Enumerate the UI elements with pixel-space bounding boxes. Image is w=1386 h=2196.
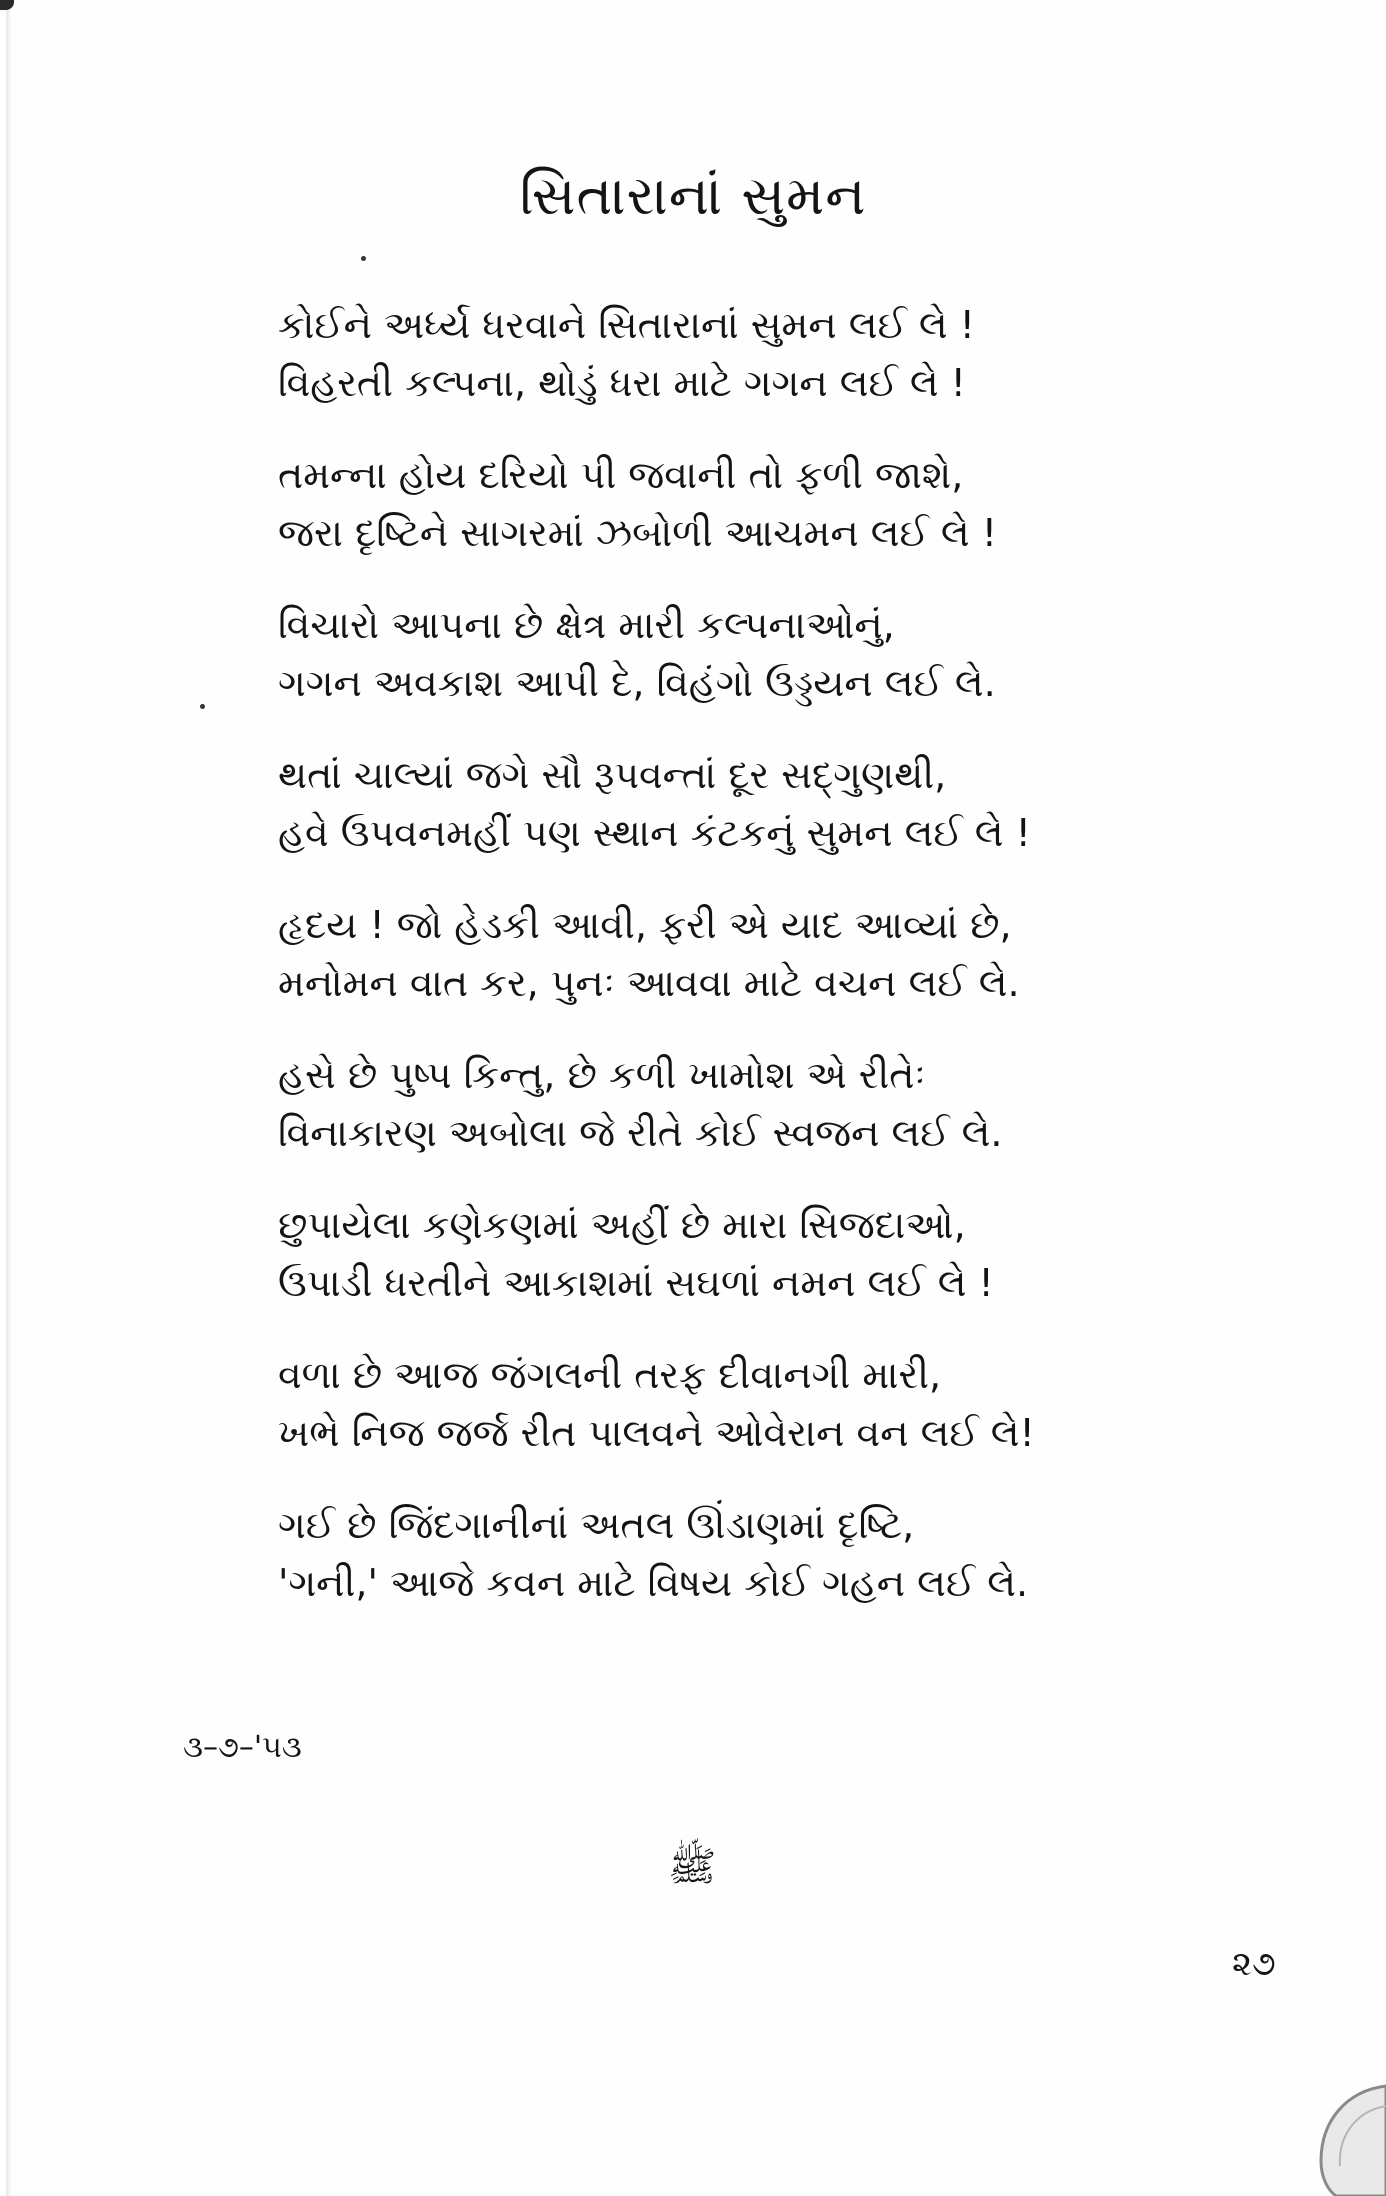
stanza bbox=[278, 1046, 1098, 1162]
stray-dot bbox=[200, 704, 205, 709]
poem-line: વિનાકારણ અબોલા જે રીતે કોઈ સ્વજન લઈ લે. bbox=[278, 1111, 1003, 1155]
poem-title: સિતારાનાં સુમન bbox=[519, 164, 867, 227]
poem-line: વિચારો આપના છે ક્ષેત્ર મારી કલ્પનાઓનું, bbox=[278, 603, 895, 647]
poem-line: મનોમન વાત કર, પુનઃ આવવા માટે વચન લઈ લે. bbox=[278, 961, 1020, 1005]
stray-dot bbox=[361, 256, 366, 261]
poem-line: હૃદય ! જો હેડકી આવી, ફરી એ યાદ આવ્યાં છે, bbox=[278, 903, 1012, 947]
poem-line: વિહરતી કલ્પના, થોડું ધરા માટે ગગન લઈ લે ! bbox=[278, 361, 966, 405]
poem-line: તમન્ના હોય દરિયો પી જવાની તો ફળી જાશે, bbox=[278, 453, 964, 497]
poem-line: ખભે નિજ જર્જ રીત પાલવને ઓવેરાન વન લઈ લે! bbox=[278, 1411, 1035, 1455]
ornament-glyph: ﷺ bbox=[668, 1844, 717, 1890]
stanza bbox=[278, 446, 1098, 562]
poem-line: હસે છે પુષ્પ કિન્તુ, છે કળી ખામોશ એ રીતેઃ bbox=[278, 1053, 926, 1097]
poem-line: છુપાયેલા કણેકણમાં અહીં છે મારા સિજદાઓ, bbox=[278, 1203, 966, 1247]
poem-line: કોઈને અર્ધ્ય ધરવાને સિતારાનાં સુમન લઈ લે ! bbox=[278, 303, 975, 347]
page-curl-icon bbox=[1276, 2066, 1386, 2196]
stanza bbox=[278, 896, 1098, 1012]
poem-line: હવે ઉપવનમહીં પણ સ્થાન કંટકનું સુમન લઈ લે ! bbox=[278, 811, 1031, 855]
poem-line: વળા છે આજ જંગલની તરફ દીવાનગી મારી, bbox=[278, 1353, 942, 1397]
stanza bbox=[278, 746, 1098, 862]
stanza bbox=[278, 296, 1098, 412]
stanza bbox=[278, 1196, 1098, 1312]
poem-line: ગગન અવકાશ આપી દે, વિહંગો ઉડ્ડયન લઈ લે. bbox=[278, 661, 996, 705]
poem-line: ગઈ છે જિંદગાનીનાં અતલ ઊંડાણમાં દૃષ્ટિ, bbox=[278, 1503, 915, 1547]
poem-date: ૩–૭–'૫૩ bbox=[183, 1730, 302, 1765]
stanza bbox=[278, 1496, 1098, 1612]
stanza bbox=[278, 596, 1098, 712]
page-left-edge bbox=[6, 0, 12, 2196]
poem-line: થતાં ચાલ્યાં જગે સૌ રૂપવન્તાં દૂર સદ્ગુણથી, bbox=[278, 753, 947, 797]
poem-line: 'ગની,' આજે કવન માટે વિષય કોઈ ગહન લઈ લે. bbox=[278, 1561, 1029, 1605]
poem-line: ઉપાડી ધરતીને આકાશમાં સઘળાં નમન લઈ લે ! bbox=[278, 1261, 994, 1305]
poem-body bbox=[278, 296, 1098, 1646]
poem-line: જરા દૃષ્ટિને સાગરમાં ઝબોળી આચમન લઈ લે ! bbox=[278, 511, 997, 555]
page-number: ૨૭ bbox=[1232, 1944, 1276, 1984]
stanza bbox=[278, 1346, 1098, 1462]
